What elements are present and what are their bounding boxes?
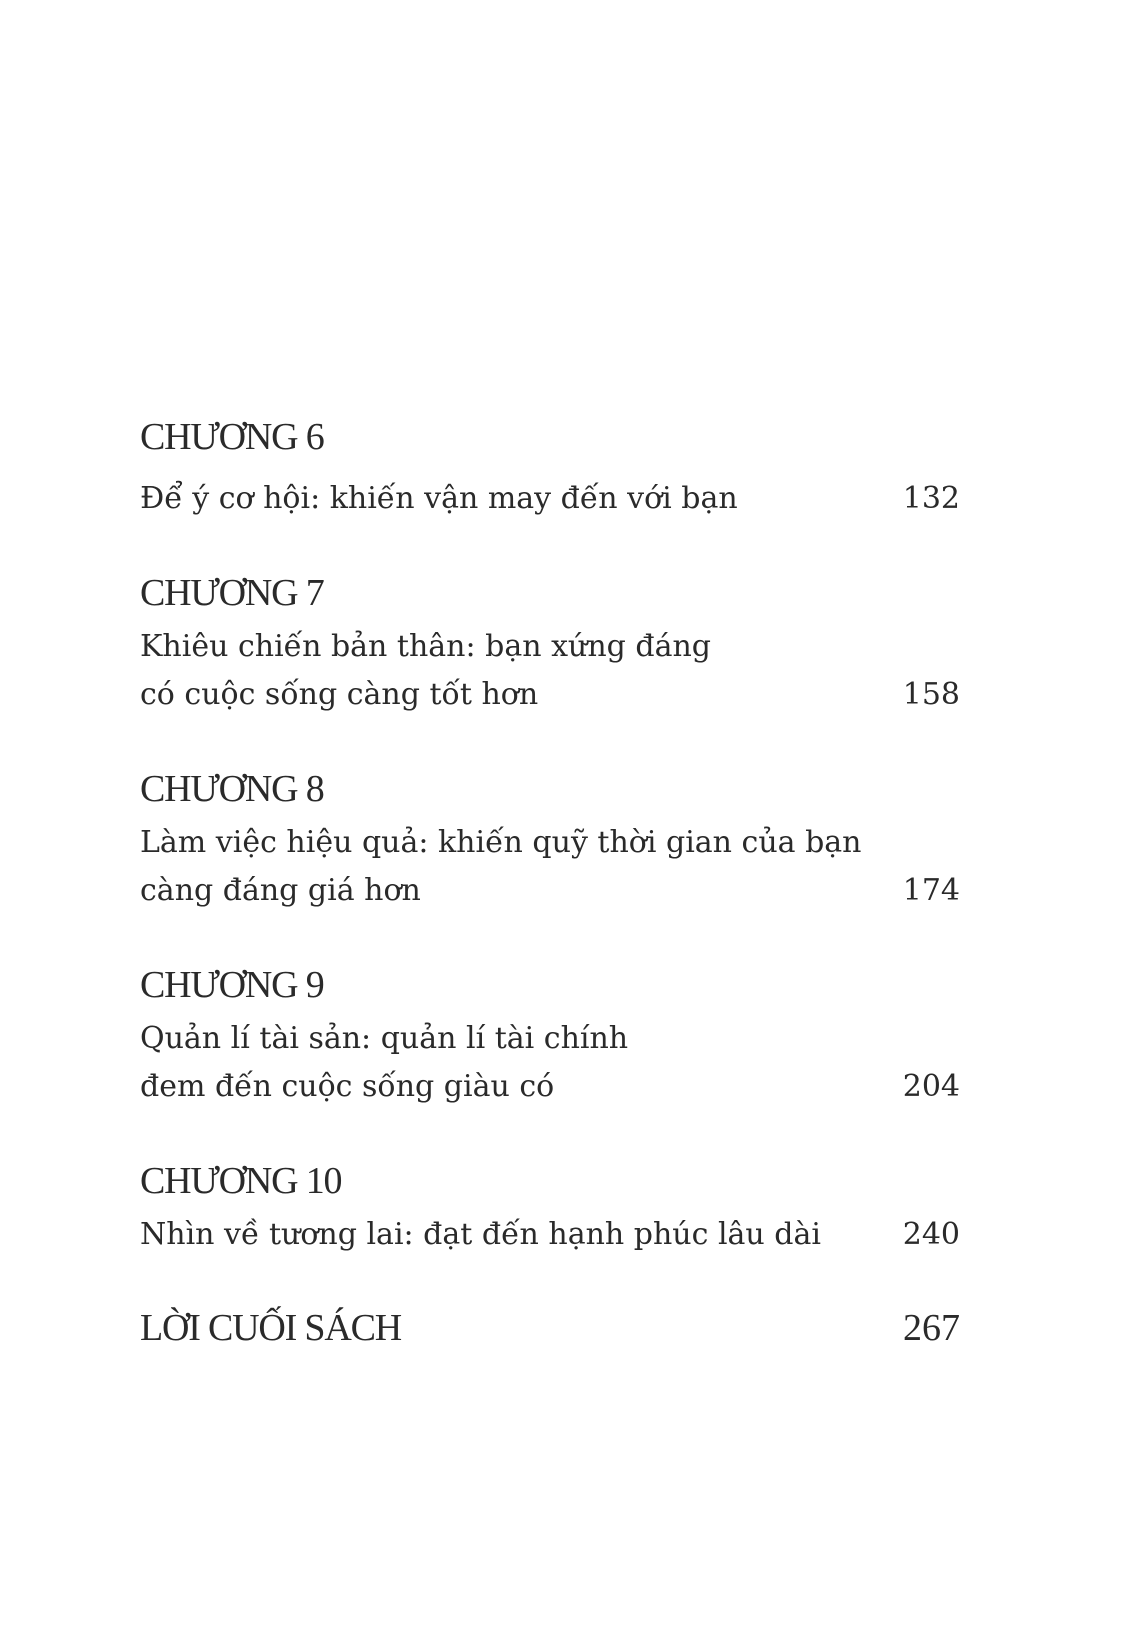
chapter-10-title-line-1: Nhìn về tương lai: đạt đến hạnh phúc lâu dài bbox=[140, 1217, 821, 1252]
afterword-heading: LỜI CUỐI SÁCH bbox=[140, 1307, 401, 1349]
chapter-9-heading: CHƯƠNG 9 bbox=[140, 964, 324, 1006]
chapter-7-page-number: 158 bbox=[902, 677, 960, 712]
chapter-6-heading: CHƯƠNG 6 bbox=[140, 416, 324, 458]
chapter-7-title-line-1: Khiêu chiến bản thân: bạn xứng đáng bbox=[140, 629, 712, 664]
chapter-7-title-line-2: có cuộc sống càng tốt hơn bbox=[140, 677, 539, 712]
chapter-7-heading: CHƯƠNG 7 bbox=[140, 572, 324, 614]
chapter-6-title-line-1: Để ý cơ hội: khiến vận may đến với bạn bbox=[140, 481, 738, 516]
chapter-8-page-number: 174 bbox=[902, 873, 960, 908]
chapter-6-page-number: 132 bbox=[902, 481, 960, 516]
chapter-9-page-number: 204 bbox=[902, 1069, 960, 1104]
chapter-8-title-line-2: càng đáng giá hơn bbox=[140, 873, 421, 908]
chapter-8-heading: CHƯƠNG 8 bbox=[140, 768, 324, 810]
chapter-8-title-line-1: Làm việc hiệu quả: khiến quỹ thời gian của bạn bbox=[140, 825, 862, 860]
chapter-9-title-line-2: đem đến cuộc sống giàu có bbox=[140, 1069, 555, 1104]
chapter-10-page-number: 240 bbox=[902, 1217, 960, 1252]
table-of-contents bbox=[140, 0, 960, 1646]
afterword-page-number: 267 bbox=[903, 1307, 960, 1349]
chapter-10-heading: CHƯƠNG 10 bbox=[140, 1160, 342, 1202]
chapter-9-title-line-1: Quản lí tài sản: quản lí tài chính bbox=[140, 1021, 629, 1056]
